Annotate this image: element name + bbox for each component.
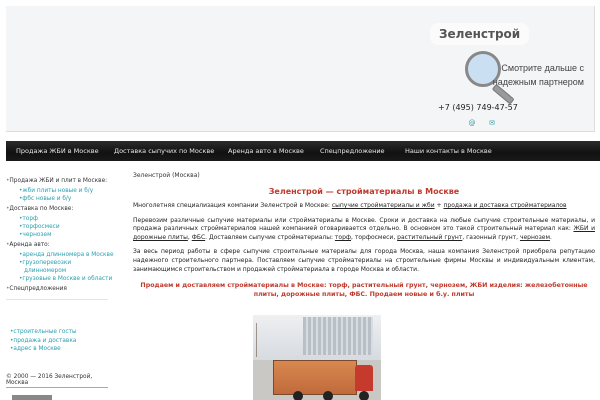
link-sale-delivery[interactable]: • продажа и доставка [10,337,77,346]
slogan-line-1: Смотрите дальше с [501,63,584,73]
link-sale-delivery-materials[interactable]: продажа и доставка стройматериалов [443,202,567,209]
link-chernozem[interactable]: чернозем [519,233,550,241]
link-address[interactable]: • адрес в Москве [10,345,77,354]
dump-truck-photo [253,315,381,400]
slogan [493,61,584,89]
sidebar-category-special[interactable]: • Спецпредложения [6,285,114,293]
link-peat[interactable]: торф [334,233,352,241]
slogan-line-2: надежным партнером [492,77,584,87]
promo-text: Продаем и доставляем стройматериалы в Москве: торф, растительный грунт, чернозем, ЖБИ изделия: железобетонные плиты, дорожные плиты, ФБС. Продаем новые и б.у. плиты [140,282,588,299]
sidebar-item[interactable]: • аренда длинномера в Москве [19,251,114,259]
reputation-paragraph: За весь период работы в сфере сыпучие строительные материалы для города Москва, наша компания Зеленстрой приобрела репутацию надежного строительного партнера. Поставляем сыпучие стройматериалы на строительные фирмы Москвы и индивидуальным клиентам, занимающимся строительством и продажей стройматериала в городе Москва и области. [133,248,595,273]
text: . [549,233,552,241]
sidebar-item[interactable]: • чернозем [19,231,114,239]
mail-icon[interactable]: ✉ [489,119,495,127]
sidebar-divider [6,299,108,300]
at-icon[interactable]: @ [468,119,476,127]
nav-item-special[interactable]: Спецпредложение [320,147,385,155]
nav-item-contacts[interactable]: Наши контакты в Москве [405,147,492,155]
sidebar-item[interactable]: • жби плиты новые и б/у [19,187,114,195]
sidebar-item[interactable]: • фбс новые и б/у [19,195,114,203]
link-soil[interactable]: растительный грунт [397,233,463,241]
main-nav [6,141,600,161]
text: , [187,233,192,241]
sidebar-item[interactable]: • грузоперевозки длинномером [19,259,114,275]
brand-logo[interactable]: Зеленстрой [430,23,529,45]
sidebar-links [10,328,77,354]
text: . Доставляем сыпучие стройматериалы: [205,233,335,241]
text: Перевозим различные сыпучие материалы или стройматериалы в Москве. Сроки и доставка на любые сыпучие строительные материалы, и продажа различных стройматериалов нашей компанией оговаривается отдельно. В основном это такой строительный материал как: [133,216,595,233]
copyright: © 2000 — 2016 Зеленстрой, Москва [6,374,108,388]
breadcrumb: Зеленстрой (Москва) [133,172,200,179]
main-content [133,172,595,299]
materials-paragraph [133,217,595,243]
sidebar-item[interactable]: • грузовые в Москве и области [19,275,114,283]
phone-number: +7 (495) 749-47-57 [438,103,518,112]
sidebar-item[interactable]: • торфосмеси [19,223,114,231]
intro-text: Многолетняя специализация компании Зеленстрой в Москве: [133,202,332,209]
sidebar-category-rent[interactable]: • Аренда авто: [6,241,114,249]
intro-paragraph [133,202,595,211]
link-bulk-materials[interactable]: сыпучие стройматериалы и жби [331,202,435,209]
sidebar [6,175,114,300]
link-fbs[interactable]: ФБС [191,233,206,241]
page-title: Зеленстрой — стройматериалы в Москве [268,187,460,196]
counter-widget[interactable] [12,395,52,400]
text: , газонный грунт, [462,233,520,241]
plus-text: + [434,202,444,209]
link-zhbi-plates[interactable]: ЖБИ и дорожные плиты [133,225,595,241]
nav-item-delivery[interactable]: Доставка сыпучих по Москве [114,147,215,155]
nav-item-zhbi[interactable]: Продажа ЖБИ в Москве [16,147,99,155]
sidebar-category-zhbi[interactable]: • Продажа ЖБИ и плит в Москве: [6,177,114,185]
sidebar-item[interactable]: • торф [19,215,114,223]
contact-icons [467,119,497,127]
link-gosts[interactable]: • строительные госты [10,328,77,337]
nav-item-rent[interactable]: Аренда авто в Москве [228,147,304,155]
sidebar-category-delivery[interactable]: • Доставка по Москве: [6,205,114,213]
text: , торфосмеси, [351,233,398,241]
